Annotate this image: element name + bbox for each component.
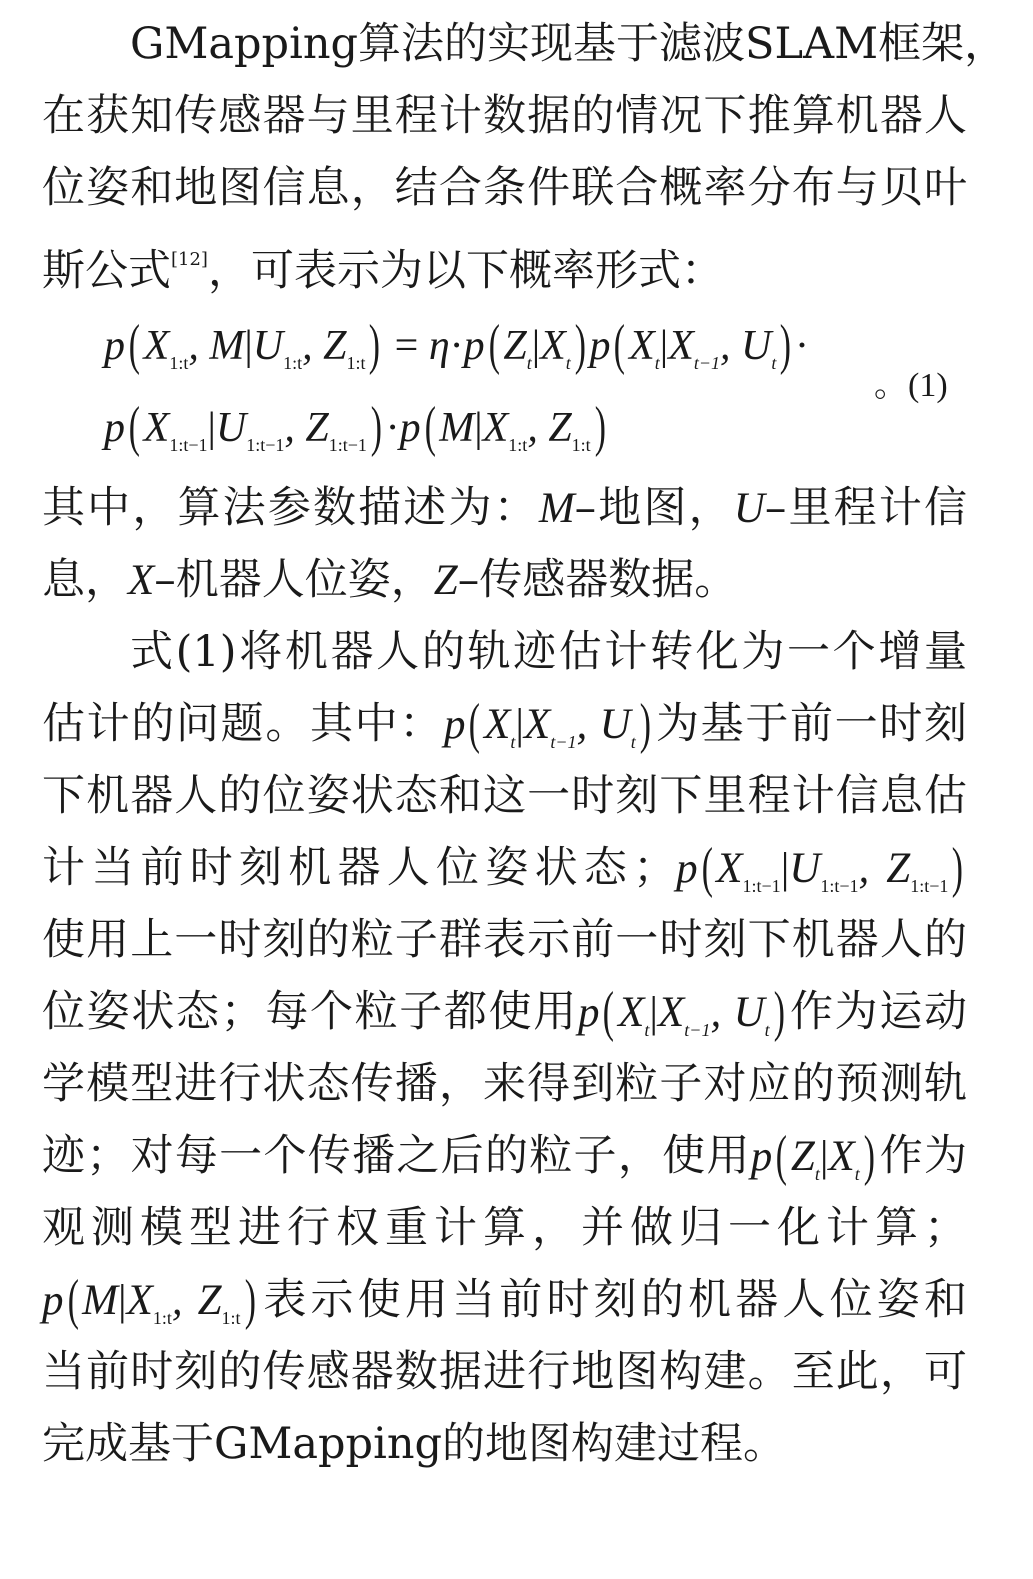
para3-line4: 计当前时刻机器人位姿状态；$p(X_{1:t-1}|U_{1:t-1}$, $Z_{1:t-1}$): [42, 832, 967, 904]
para1-line2: 在获知传感器与里程计数据的情况下推算机器人: [42, 91, 967, 141]
para3-line9: 观测模型进行权重计算，并做归一化计算；: [42, 1203, 967, 1253]
para3-line6: 位姿状态；每个粒子都使用$p(X_t|X_{t-1}$, $U_t$)作为运动: [42, 981, 967, 1043]
inline-formula-observation: $p(Z_t|X_t)$: [750, 1125, 875, 1187]
equation-line2: $p(X_{1:t-1}|U_{1:t-1}$, $Z_{1:t-1})\cdot p(M|X_{1:t}$, $Z_{1:t}$): [104, 396, 606, 458]
para2-line2: 息，X–机器人位姿，Z–传感器数据。: [42, 555, 738, 605]
inline-formula-motion-2: $p(X_t|X_{t-1}$, $U_t$): [577, 981, 785, 1043]
inline-formula-prior: $p(X_{1:t-1}|U_{1:t-1}$, $Z_{1:t-1}$): [676, 837, 964, 899]
para1-line4: 斯公式[12]，可表示为以下概率形式：: [42, 246, 724, 296]
inline-formula-motion: $p(X_t|X_{t-1}$, $U_t$): [443, 693, 651, 755]
para3-line8: 迹；对每一个传播之后的粒子，使用$p(Z_t|X_t)$作为: [42, 1125, 967, 1187]
inline-formula-map: $p(M|X_{1:t}$, $Z_{1:t}$): [42, 1269, 256, 1331]
para2-line1: 其中，算法参数描述为：M–地图，U–里程计信: [42, 483, 968, 533]
para3-line7: 学模型进行状态传播，来得到粒子对应的预测轨: [42, 1059, 967, 1109]
equation-line1: $p(X_{1:t}$, $M|U_{1:t}$, $Z_{1:t}) = \eta\cdot p(Z_t|X_t)p(X_t|X_{t-1}$, $U_t)\cdot$: [104, 314, 810, 376]
para3-line11: 当前时刻的传感器数据进行地图构建。至此，可: [42, 1347, 967, 1397]
para3-line10: $p(M|X_{1:t}$, $Z_{1:t}$)表示使用当前时刻的机器人位姿和: [42, 1269, 967, 1331]
para3-line5: 使用上一时刻的粒子群表示前一时刻下机器人的: [42, 915, 967, 965]
para1-line1: GMapping算法的实现基于滤波SLAM框架，: [130, 19, 1008, 69]
para1-line3: 位姿和地图信息，结合条件联合概率分布与贝叶: [42, 163, 967, 213]
para3-line3: 下机器人的位姿状态和这一时刻下里程计信息估: [42, 771, 967, 821]
citation-ref: [12]: [171, 249, 208, 270]
equation-number: 。(1): [874, 367, 948, 404]
para3-line12: 完成基于GMapping的地图构建过程。: [42, 1419, 787, 1469]
para3-line2: 估计的问题。其中：$p(X_t|X_{t-1}$, $U_t$)为基于前一时刻: [42, 693, 967, 755]
para3-line1: 式(1)将机器人的轨迹估计转化为一个增量: [130, 627, 967, 677]
